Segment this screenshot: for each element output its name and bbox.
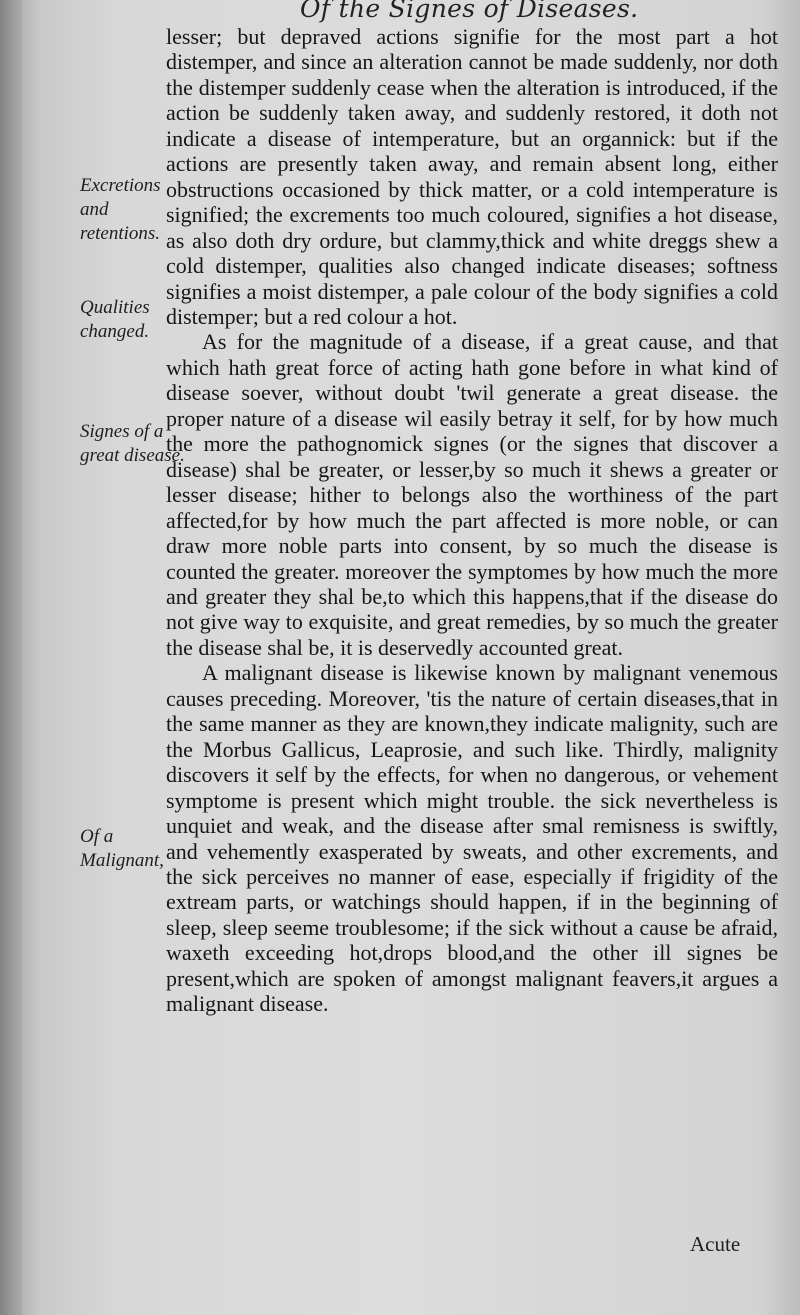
paragraph-distemper: lesser; but depraved actions signifie for the most part a hot distemper, and since an alteration cannot be made suddenly, nor doth the distemper suddenly cease when the alteration is introduced, if the action be suddenly taken away, and suddenly restored, it doth not indicate a disease of intemperature, but an organnick: but if the actions are presently taken away, and remain absent long, either obstructions occasioned by thick matter, or a cold intemperature is signified; the excrements too much coloured, signifies a hot disease, as also doth dry ordure, but clammy,thick and white dreggs shew a cold distemper, qualities also changed indicate diseases; softness signifies a moist distemper, a pale colour of the body signifies a cold distemper; but a red colour a hot. [166,24,778,329]
paragraph-magnitude: As for the magnitude of a disease, if a great cause, and that which hath great force of acting hath gone before in what kind of disease soever, without doubt 'twil generate a great disease. the proper nature of a disease wil easily betray it self, for by how much the more the pathognomick signes (or the signes that discover a disease) shal be greater, or lesser,by so much it shews a greater or lesser disease; hither to belongs also the worthiness of the part affected,for by how much the part affected is more noble, or can draw more noble parts into consent, by so much the disease is counted the greater. moreover the symptomes by how much the more and greater they shal be,to which this happens,that if the disease do not give way to exquisite, and great remedies, by so much the greater the disease shal be, it is deservedly accounted great. [166,329,778,660]
margin-note-great-disease: Signes of a great disease. [80,421,185,466]
catchword: Acute [690,1232,741,1256]
main-text-column [166,24,778,1017]
paragraph-malignant: A malignant disease is likewise known by malignant venemous causes preceding. Moreover, 'tis the nature of certain diseases,that in the same manner as they are known,they indicate malignity, such are the Morbus Gallicus, Leaprosie, and such like. Thirdly, malignity discovers it self by the effects, for when no dangerous, or vehement symptome is present which might trouble. the sick nevertheless is unquiet and weak, and the disease after smal remisness is swiftly, and vehemently exasperated by sweats, and other excrements, and the sick perceives no manner of ease, especially if frigidity of the extream parts, or watchings should happen, if in the beginning of sleep, sleep seeme troublesome; if the sick without a cause be afraid, waxeth exceeding hot,drops blood,and the other ill signes be present,which are spoken of amongst malignant feavers,it argues a malignant disease. [166,660,778,1017]
margin-note-qualities: Qualities changed. [80,297,150,342]
margin-note-excretions: Excretions and retentions. [80,175,161,244]
running-title: Of the Signes of Diseases. [300,0,639,23]
margin-note-malignant: Of a Malignant, [80,826,164,871]
page-gutter-shadow [0,0,22,1315]
